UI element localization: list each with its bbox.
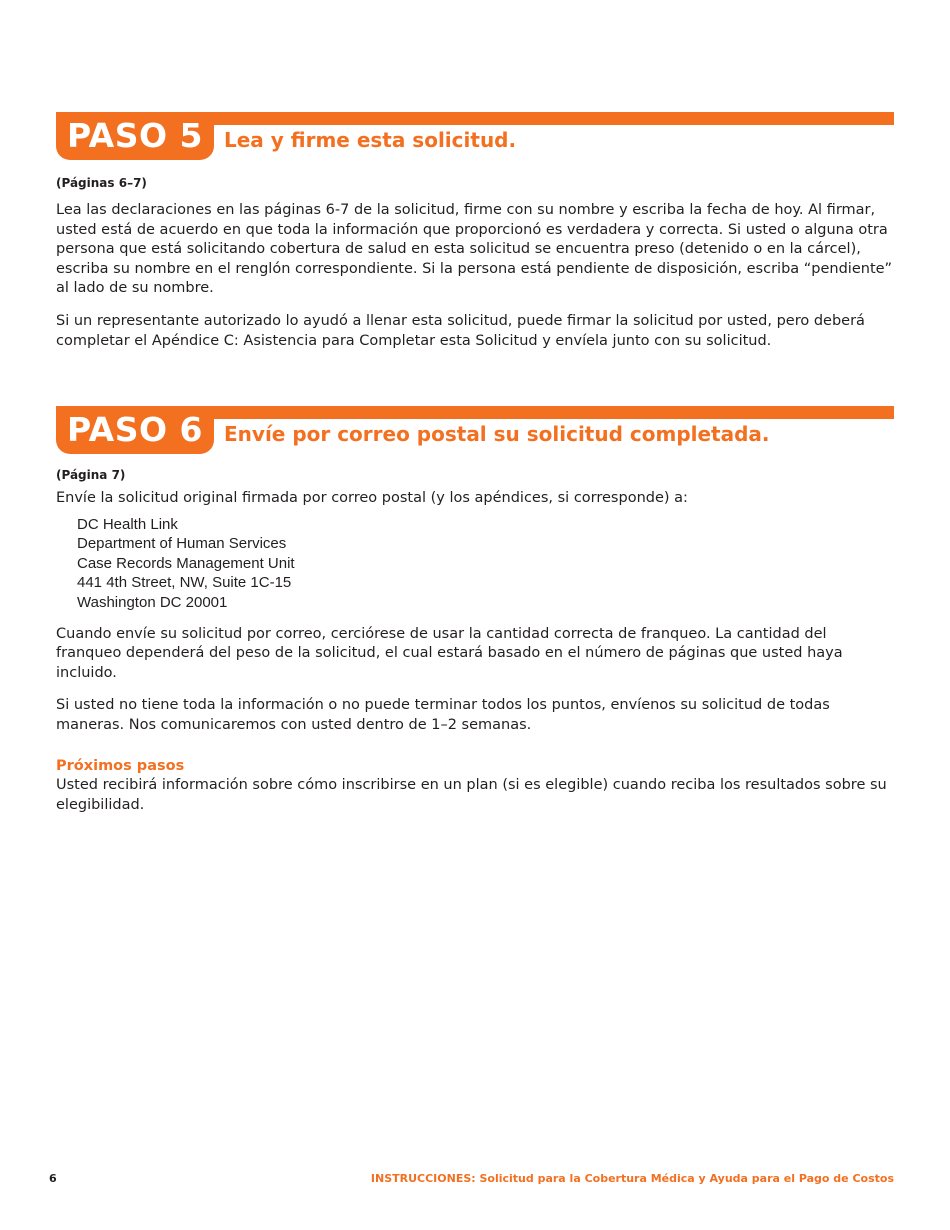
step-6-pages: (Página 7) — [56, 468, 126, 482]
step-6-paragraph-1: Cuando envíe su solicitud por correo, cerciórese de usar la cantidad correcta de franqueo. La cantidad del franqueo dependerá del peso de la solicitud, el cual estará basado en el número de páginas que usted haya incluido. — [56, 625, 843, 681]
address-line: Washington DC 20001 — [77, 593, 228, 611]
step-6-header — [56, 406, 894, 454]
address-line: Case Records Management Unit — [77, 554, 295, 572]
next-steps-text: Usted recibirá información sobre cómo inscribirse en un plan (si es elegible) cuando reciba los resultados sobre su elegibilidad. — [56, 777, 887, 813]
address-line: Department of Human Services — [77, 535, 287, 553]
mailing-address — [77, 515, 894, 613]
step-5-paragraph-2: Si un representante autorizado lo ayudó a llenar esta solicitud, puede firmar la solicitud por usted, pero deberá completar el Apéndice C: Asistencia para Completar esta Solicitud y envíela junto con su solicitud. — [56, 312, 865, 349]
step-5-section — [56, 112, 894, 351]
step-5-badge: PASO 5 — [56, 112, 214, 160]
step-5-title: Lea y firme esta solicitud. — [224, 128, 517, 152]
step-6-title: Envíe por correo postal su solicitud completada. — [224, 422, 770, 446]
next-steps-title: Próximos pasos — [56, 757, 185, 774]
page-number: 6 — [49, 1172, 57, 1185]
footer-title: INSTRUCCIONES: Solicitud para la Cobertura Médica y Ayuda para el Pago de Costos — [370, 1172, 894, 1185]
step-6-paragraph-2: Si usted no tiene toda la información o no puede terminar todos los puntos, envíenos su solicitud de todas maneras. Nos comunicaremos con usted dentro de 1–2 semanas. — [56, 697, 830, 733]
step-5-header — [56, 112, 894, 160]
step-5-pages: (Páginas 6–7) — [56, 176, 147, 190]
address-line: DC Health Link — [77, 515, 178, 533]
step-6-intro: Envíe la solicitud original firmada por correo postal (y los apéndices, si corresponde) a: — [56, 490, 688, 506]
address-line: 441 4th Street, NW, Suite 1C-15 — [77, 574, 292, 592]
step-6-badge: PASO 6 — [56, 406, 214, 454]
step-6-section — [56, 406, 894, 815]
step-5-paragraph-1: Lea las declaraciones en las páginas 6-7 de la solicitud, firme con su nombre y escriba la fecha de hoy. Al firmar, usted está de acuerdo en que toda la información que proporcionó es verdadera y correcta. Si usted o alguna otra persona que está solicitando cobertura de salud en esta solicitud se encuentra preso (detenido o en la cárcel), escriba su nombre en el renglón correspondiente. Si la persona está pendiente de disposición, escriba “pendiente” al lado de su nombre. — [56, 202, 893, 297]
